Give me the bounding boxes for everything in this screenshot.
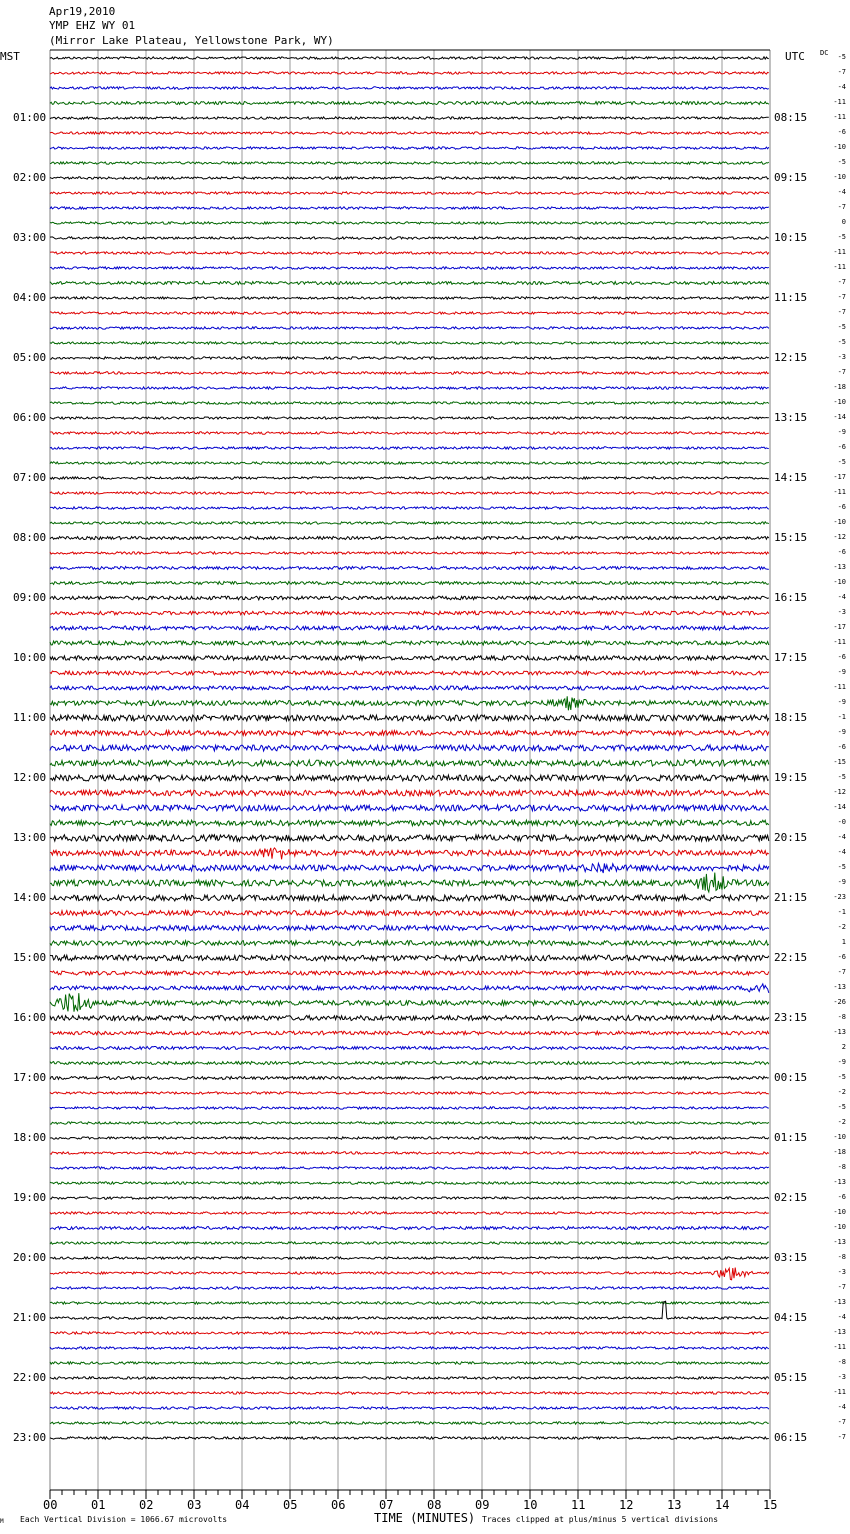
trace-row: [50, 72, 769, 74]
dc-offset-value: -8: [837, 1358, 846, 1366]
dc-offset-value: -6: [837, 1193, 846, 1201]
mst-hour-label: 13:00: [13, 831, 47, 844]
mst-hour-label: 17:00: [13, 1071, 47, 1084]
trace-row: [50, 671, 769, 675]
dc-offset-value: 2: [841, 1043, 846, 1051]
utc-hour-label: 00:15: [774, 1071, 808, 1084]
dc-offset-value: -10: [833, 143, 846, 151]
dc-offset-value: -6: [837, 443, 846, 451]
dc-offset-value: -11: [833, 263, 846, 271]
trace-row: [50, 372, 769, 374]
dc-offset-value: -11: [833, 1343, 846, 1351]
trace-row: [50, 1077, 769, 1080]
dc-offset-value: -13: [833, 1178, 846, 1186]
trace-row: [50, 1212, 769, 1214]
trace-row: [50, 402, 769, 404]
x-tick-label: 01: [91, 1498, 106, 1512]
dc-offset-value: -6: [837, 128, 846, 136]
trace-row: [50, 745, 769, 751]
trace-row: [50, 312, 769, 314]
trace-row: [50, 696, 769, 710]
dc-offset-value: -18: [833, 1148, 846, 1156]
x-tick-label: 04: [235, 1498, 250, 1512]
dc-offset-value: -0: [837, 818, 846, 826]
dc-offset-value: -3: [837, 353, 846, 361]
x-tick-label: 06: [331, 1498, 346, 1512]
dc-offset-value: -11: [833, 638, 846, 646]
mst-hour-label: 07:00: [13, 471, 47, 484]
dc-offset-value: -9: [837, 1058, 846, 1066]
dc-offset-value: -18: [833, 383, 846, 391]
trace-row: [50, 192, 769, 194]
trace-row: [50, 1167, 769, 1169]
trace-row: [50, 656, 769, 660]
mst-hour-label: 23:00: [13, 1431, 47, 1444]
trace-row: [50, 102, 769, 105]
dc-offset-value: -1: [837, 713, 846, 721]
trace-row: [50, 177, 769, 179]
trace-row: [50, 1268, 769, 1280]
utc-hour-label: 06:15: [774, 1431, 808, 1444]
clip-note: Traces clipped at plus/minus 5 vertical divisions: [482, 1515, 719, 1524]
trace-row: [50, 117, 769, 119]
trace-row: [50, 1197, 769, 1199]
utc-hour-label: 17:15: [774, 651, 808, 664]
dc-offset-value: 1: [841, 938, 846, 946]
trace-row: [50, 863, 769, 873]
trace-row: [50, 552, 769, 554]
dc-offset-value: -17: [833, 473, 846, 481]
dc-offset-value: -11: [833, 488, 846, 496]
trace-row: [50, 1122, 769, 1124]
trace-row: [50, 447, 769, 449]
dc-offset-value: -7: [837, 278, 846, 286]
dc-offset-value: -13: [833, 1328, 846, 1336]
utc-hour-label: 08:15: [774, 111, 808, 124]
dc-offset-value: -10: [833, 1133, 846, 1141]
trace-row: [50, 873, 769, 892]
dc-offset-value: -10: [833, 518, 846, 526]
utc-hour-label: 02:15: [774, 1191, 808, 1204]
dc-offset-value: -6: [837, 503, 846, 511]
trace-row: [50, 207, 769, 209]
utc-hour-label: 20:15: [774, 831, 808, 844]
utc-hour-label: 18:15: [774, 711, 808, 724]
trace-row: [50, 1302, 769, 1304]
dc-offset-value: 0: [841, 218, 846, 226]
trace-row: [50, 1016, 769, 1021]
trace-row: [50, 911, 769, 916]
dc-offset-header: DC: [820, 49, 829, 57]
dc-offset-value: -10: [833, 398, 846, 406]
dc-offset-value: -10: [833, 578, 846, 586]
dc-offset-value: -13: [833, 1298, 846, 1306]
dc-offset-value: -8: [837, 1013, 846, 1021]
dc-offset-value: -23: [833, 893, 846, 901]
dc-offset-value: -6: [837, 653, 846, 661]
mst-hour-label: 10:00: [13, 651, 47, 664]
trace-row: [50, 147, 769, 149]
utc-hour-label: 19:15: [774, 771, 808, 784]
dc-offset-value: -13: [833, 983, 846, 991]
trace-row: [50, 1227, 769, 1230]
dc-offset-value: -3: [837, 1268, 846, 1276]
trace-row: [50, 626, 769, 630]
trace-row: [50, 1182, 769, 1184]
dc-offset-value: -7: [837, 1418, 846, 1426]
dc-offset-value: -5: [837, 1073, 846, 1081]
utc-hour-label: 03:15: [774, 1251, 808, 1264]
trace-row: [50, 926, 769, 931]
trace-row: [50, 1422, 769, 1424]
trace-row: [50, 387, 769, 389]
trace-row: [50, 1347, 769, 1349]
dc-offset-value: -10: [833, 1208, 846, 1216]
dc-offset-value: -9: [837, 698, 846, 706]
dc-offset-value: -7: [837, 203, 846, 211]
utc-hour-label: 14:15: [774, 471, 808, 484]
trace-row: [50, 132, 769, 134]
trace-row: [50, 611, 769, 615]
trace-row: [50, 327, 769, 329]
mst-hour-label: 20:00: [13, 1251, 47, 1264]
mst-hour-label: 21:00: [13, 1311, 47, 1324]
utc-hour-label: 22:15: [774, 951, 808, 964]
trace-row: [50, 477, 769, 479]
trace-row: [50, 1407, 769, 1409]
dc-offset-value: -11: [833, 113, 846, 121]
x-tick-label: 11: [571, 1498, 586, 1512]
utc-hour-label: 23:15: [774, 1011, 808, 1024]
dc-offset-value: -8: [837, 1163, 846, 1171]
trace-row: [50, 731, 769, 736]
dc-offset-value: -5: [837, 53, 846, 61]
dc-offset-value: -26: [833, 998, 846, 1006]
dc-offset-value: -4: [837, 833, 846, 841]
trace-row: [50, 267, 769, 269]
dc-offset-value: -7: [837, 1433, 846, 1441]
mst-hour-label: 08:00: [13, 531, 47, 544]
trace-row: [50, 1092, 769, 1094]
trace-row: [50, 357, 769, 359]
mst-hour-label: 18:00: [13, 1131, 47, 1144]
trace-row: [50, 971, 769, 975]
trace-row: [50, 820, 769, 826]
utc-hour-label: 04:15: [774, 1311, 808, 1324]
utc-hour-label: 12:15: [774, 351, 808, 364]
chart-date: Apr19,2010: [49, 5, 116, 18]
dc-offset-value: -7: [837, 1283, 846, 1291]
dc-offset-value: -10: [833, 173, 846, 181]
mst-hour-label: 12:00: [13, 771, 47, 784]
mst-hour-label: 05:00: [13, 351, 47, 364]
dc-offset-value: -4: [837, 83, 846, 91]
trace-row: [50, 417, 769, 419]
dc-offset-value: -9: [837, 728, 846, 736]
mst-hour-label: 02:00: [13, 171, 47, 184]
trace-row: [50, 941, 769, 946]
dc-offset-value: -7: [837, 68, 846, 76]
x-tick-label: 05: [283, 1498, 298, 1512]
x-axis-title: TIME (MINUTES): [374, 1511, 476, 1525]
dc-offset-value: -14: [833, 803, 846, 811]
dc-offset-value: -13: [833, 1238, 846, 1246]
dc-offset-value: -4: [837, 593, 846, 601]
trace-row: [50, 596, 769, 600]
trace-row: [50, 984, 769, 993]
utc-hour-label: 15:15: [774, 531, 808, 544]
dc-offset-value: -8: [837, 1253, 846, 1261]
dc-offset-value: -4: [837, 848, 846, 856]
x-tick-label: 02: [139, 1498, 154, 1512]
trace-row: [50, 462, 769, 464]
trace-row: [50, 686, 769, 690]
dc-offset-value: -7: [837, 968, 846, 976]
trace-row: [50, 835, 769, 841]
trace-row: [50, 1107, 769, 1109]
dc-offset-value: -4: [837, 188, 846, 196]
x-tick-label: 12: [619, 1498, 634, 1512]
trace-row: [50, 87, 769, 89]
dc-offset-value: -7: [837, 368, 846, 376]
trace-row: [50, 1362, 769, 1364]
trace-row: [50, 342, 769, 344]
trace-row: [50, 1392, 769, 1394]
dc-offset-value: -10: [833, 1223, 846, 1231]
dc-offset-value: -6: [837, 548, 846, 556]
trace-row: [50, 252, 769, 254]
dc-offset-value: -2: [837, 923, 846, 931]
trace-row: [50, 1062, 769, 1065]
trace-row: [50, 1437, 769, 1439]
x-tick-label: 08: [427, 1498, 442, 1512]
trace-row: [50, 805, 769, 811]
trace-row: [50, 993, 769, 1012]
trace-row: [50, 775, 769, 781]
mst-hour-label: 16:00: [13, 1011, 47, 1024]
trace-row: [50, 955, 769, 961]
dc-offset-value: -11: [833, 98, 846, 106]
dc-offset-value: -13: [833, 563, 846, 571]
dc-offset-value: -1: [837, 908, 846, 916]
trace-row: [50, 507, 769, 509]
x-tick-label: 00: [43, 1498, 58, 1512]
utc-hour-label: 05:15: [774, 1371, 808, 1384]
dc-offset-value: -2: [837, 1088, 846, 1096]
mst-hour-label: 03:00: [13, 231, 47, 244]
trace-row: [50, 57, 769, 59]
dc-offset-value: -5: [837, 863, 846, 871]
utc-hour-label: 16:15: [774, 591, 808, 604]
dc-offset-value: -5: [837, 773, 846, 781]
dc-offset-value: -17: [833, 623, 846, 631]
trace-row: [50, 790, 769, 796]
dc-offset-value: -4: [837, 1403, 846, 1411]
trace-row: [50, 222, 769, 224]
dc-offset-value: -11: [833, 248, 846, 256]
trace-row: [50, 492, 769, 494]
dc-offset-value: -3: [837, 608, 846, 616]
mst-hour-label: 11:00: [13, 711, 47, 724]
station-code: YMP EHZ WY 01: [49, 19, 136, 32]
dc-offset-value: -5: [837, 233, 846, 241]
utc-hour-label: 11:15: [774, 291, 808, 304]
utc-hour-label: 01:15: [774, 1131, 808, 1144]
utc-hour-label: 13:15: [774, 411, 808, 424]
right-timezone-label: UTC: [785, 50, 805, 63]
dc-offset-value: -3: [837, 1373, 846, 1381]
x-tick-label: 14: [715, 1498, 730, 1512]
x-tick-label: 10: [523, 1498, 538, 1512]
mst-hour-label: 22:00: [13, 1371, 47, 1384]
dc-offset-value: -15: [833, 758, 846, 766]
dc-offset-value: -9: [837, 668, 846, 676]
x-tick-label: 13: [667, 1498, 682, 1512]
trace-row: [50, 237, 769, 239]
dc-offset-value: -9: [837, 878, 846, 886]
trace-row: [50, 848, 769, 859]
x-tick-label: 07: [379, 1498, 394, 1512]
trace-row: [50, 1137, 769, 1139]
trace-row: [50, 1332, 769, 1334]
trace-row: [50, 582, 769, 585]
x-tick-label: 09: [475, 1498, 490, 1512]
mst-hour-label: 09:00: [13, 591, 47, 604]
dc-offset-value: -13: [833, 1028, 846, 1036]
mst-hour-label: 19:00: [13, 1191, 47, 1204]
trace-row: [50, 162, 769, 164]
dc-offset-value: -5: [837, 1103, 846, 1111]
trace-row: [50, 1031, 769, 1035]
trace-row: [50, 1257, 769, 1259]
dc-offset-value: -4: [837, 1313, 846, 1321]
x-tick-label: 03: [187, 1498, 202, 1512]
trace-row: [50, 641, 769, 645]
mst-hour-label: 06:00: [13, 411, 47, 424]
dc-offset-value: -5: [837, 338, 846, 346]
mst-hour-label: 01:00: [13, 111, 47, 124]
trace-row: [50, 282, 769, 285]
dc-offset-value: -11: [833, 1388, 846, 1396]
left-timezone-label: MST: [0, 50, 20, 63]
dc-offset-value: -6: [837, 743, 846, 751]
trace-row: [50, 715, 769, 721]
x-tick-label: 15: [763, 1498, 778, 1512]
trace-row: [50, 1377, 769, 1379]
trace-row: [50, 1287, 769, 1289]
dc-offset-value: -11: [833, 683, 846, 691]
mst-hour-label: 15:00: [13, 951, 47, 964]
scale-note: Each Vertical Division = 1066.67 microvolts: [20, 1515, 228, 1524]
mst-hour-label: 04:00: [13, 291, 47, 304]
dc-offset-value: -5: [837, 458, 846, 466]
dc-offset-value: -5: [837, 158, 846, 166]
trace-row: [50, 567, 769, 570]
dc-offset-value: -7: [837, 293, 846, 301]
trace-row: [50, 432, 769, 434]
utc-hour-label: 09:15: [774, 171, 808, 184]
dc-offset-value: -6: [837, 953, 846, 961]
utc-hour-label: 21:15: [774, 891, 808, 904]
dc-offset-value: -12: [833, 788, 846, 796]
trace-row: [50, 1152, 769, 1154]
trace-row: [50, 537, 769, 540]
station-location: (Mirror Lake Plateau, Yellowstone Park, WY): [49, 34, 334, 47]
trace-row: [50, 1242, 769, 1244]
dc-offset-value: -12: [833, 533, 846, 541]
dc-offset-value: -2: [837, 1118, 846, 1126]
utc-hour-label: 10:15: [774, 231, 808, 244]
trace-row: [50, 297, 769, 299]
trace-row: [50, 895, 769, 901]
trace-row: [50, 522, 769, 524]
trace-row: [50, 1047, 769, 1050]
dc-offset-value: -7: [837, 308, 846, 316]
trace-row: [50, 760, 769, 766]
mst-hour-label: 14:00: [13, 891, 47, 904]
dc-offset-value: -5: [837, 323, 846, 331]
dc-offset-value: -9: [837, 428, 846, 436]
dc-offset-value: -14: [833, 413, 846, 421]
corner-mark: M: [0, 1518, 4, 1525]
